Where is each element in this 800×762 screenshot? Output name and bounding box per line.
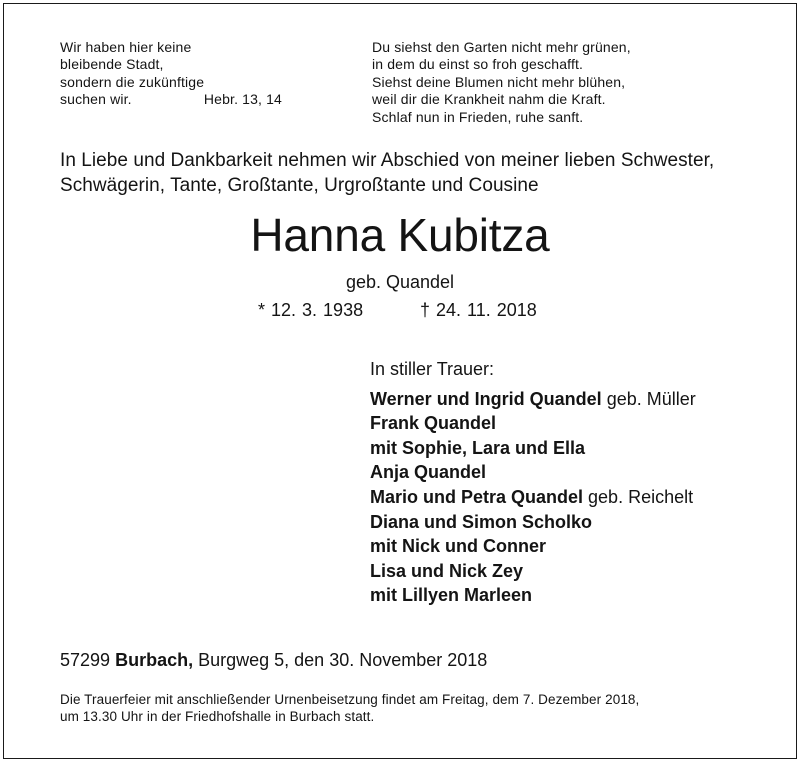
mourner-name: Frank Quandel — [370, 413, 497, 434]
verse-last-line — [60, 91, 282, 108]
mourner-entry — [370, 411, 696, 436]
bible-verse — [60, 39, 282, 109]
poem-line: Du siehst den Garten nicht mehr grünen, — [372, 39, 631, 55]
poem-line: weil dir die Krankheit nahm die Kraft. — [372, 91, 606, 108]
city: Burbach, — [115, 650, 194, 670]
poem-line: in dem du einst so froh geschafft. — [372, 56, 584, 73]
verse-reference: Hebr. 13, 14 — [203, 91, 282, 108]
mourner-entry — [370, 534, 696, 559]
deceased-name: Hanna Kubitza — [250, 209, 550, 261]
address-rest: Burgweg 5, den 30. November 2018 — [198, 650, 488, 670]
death-date: † 24. 11. 2018 — [420, 300, 537, 320]
mourner-name: Lisa und Nick Zey — [370, 560, 524, 581]
intro-line: Schwägerin, Tante, Großtante, Urgroßtante und Cousine — [60, 174, 539, 196]
mourner-name: mit Lillyen Marleen — [370, 585, 533, 606]
birth-date: * 12. 3. 1938 — [258, 300, 364, 320]
mourner-entry — [370, 510, 696, 535]
mourner-entry — [370, 436, 696, 461]
verse-line: sondern die zukünftige — [60, 73, 205, 90]
birth-name: geb. Quandel — [345, 272, 455, 292]
verse-line: bleibende Stadt, — [60, 56, 164, 73]
mourners-list — [370, 357, 696, 608]
poem-line: Schlaf nun in Frieden, ruhe sanft. — [372, 108, 584, 125]
postcode: 57299 — [60, 650, 111, 670]
intro-line: In Liebe und Dankbarkeit nehmen wir Abschied von meiner lieben Schwester, — [60, 150, 715, 171]
funeral-note — [60, 691, 639, 726]
mourner-name: Anja Quandel — [370, 462, 487, 483]
mourners-heading: In stiller Trauer: — [370, 359, 495, 379]
mourner-name: Werner und Ingrid Quandel — [370, 388, 602, 409]
poem-line: Siehst deine Blumen nicht mehr blühen, — [372, 73, 626, 90]
verse-line: suchen wir. — [60, 91, 132, 108]
mourner-suffix: geb. Reichelt — [583, 486, 694, 507]
mourner-name: mit Nick und Conner — [370, 536, 547, 557]
intro-text — [60, 149, 714, 198]
poem — [372, 39, 631, 126]
funeral-note-line: um 13.30 Uhr in der Friedhofshalle in Burbach statt. — [60, 709, 375, 725]
funeral-note-line: Die Trauerfeier mit anschließender Urnenbeisetzung findet am Freitag, dem 7. Dezember 2018, — [60, 692, 640, 707]
mourner-entry — [370, 460, 696, 485]
verse-line: Wir haben hier keine — [60, 39, 192, 55]
mourner-name: mit Sophie, Lara und Ella — [370, 437, 586, 458]
mourner-entry — [370, 387, 696, 412]
mourner-name: Mario und Petra Quandel — [370, 486, 584, 507]
mourner-entry — [370, 583, 696, 608]
address-line — [60, 650, 487, 671]
mourner-name: Diana und Simon Scholko — [370, 511, 593, 532]
mourner-suffix: geb. Müller — [601, 388, 696, 409]
mourner-entry — [370, 485, 696, 510]
mourner-entry — [370, 559, 696, 584]
